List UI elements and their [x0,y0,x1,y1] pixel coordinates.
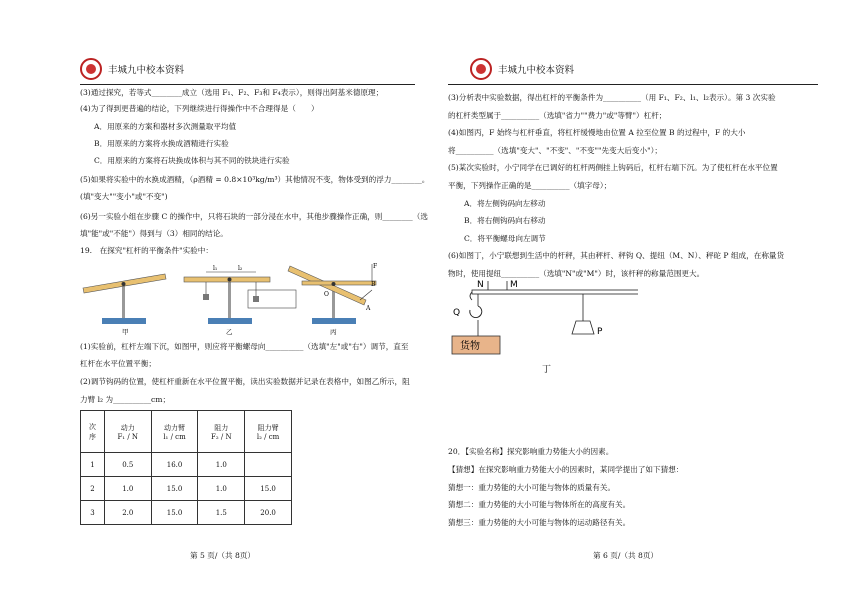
q2-text-cont: 力臂 l₂ 为__________cm； [80,395,171,404]
header-cell: 阻力 F₂ / N [198,411,245,453]
q5-text: (5)某次实验时，小宁同学在已调好的杠杆两侧挂上钩码后，杠杆右端下沉。为了使杠杆在水平位置 [448,163,778,172]
q4-option-b: B．用原来的方案将水换成酒精进行实验 [94,139,229,148]
header-cell: 动力臂 l₁ / cm [151,411,198,453]
q4-text: (4)为了得到更普遍的结论，下列继续进行得操作中不合理得是（ ） [80,104,319,113]
data-table [80,410,292,525]
figure-yi [184,265,296,324]
page-6 [430,0,860,608]
label-O: O [324,291,329,298]
table-row: 3 2.0 15.0 1.5 20.0 [81,501,292,525]
q4-option-c: C．用原来的方案将石块换成体积与其不同的铁块进行实验 [94,156,290,165]
q6-text: (6)如图丁，小宁联想到生活中的杆秤，其由秤杆、秤钩 Q、提纽（M、N）、秤砣 P 组成，在称量货 [448,251,785,260]
q1-text-cont: 杠杆在水平位置平衡； [80,359,156,368]
school-logo [470,58,492,80]
school-name: 丰城九中校本资料 [108,65,185,76]
q20-title: 20．【实验名称】探究影响重力势能大小的因素。 [448,447,614,456]
lever-figures [80,260,380,336]
table-header-row [81,411,292,453]
header-rule [448,84,818,85]
q6-text: (6)另一实验小组在步骤 C 的操作中，只将石块的一部分浸在水中，其他步骤操作正确，则________（选 [80,212,428,221]
label-l2: l₂ [238,265,243,272]
guess-1: 猜想一：重力势能的大小可能与物体的质量有关。 [448,483,616,492]
figure-jia [83,274,166,324]
q4-text-cont: 将__________（选填"变大"、"不变"、"不变""先变大后变小"）； [448,146,662,155]
label-Q: Q [453,308,461,318]
label-N: N [477,280,484,290]
q3-text-cont: 的杠杆类型属于__________（选填"省力""费力"或"等臂"）杠杆； [448,111,667,120]
q5-option-c: C．将平衡螺母向左调节 [464,234,546,243]
caption-yi: 乙 [226,328,233,336]
caption-jia: 甲 [122,328,129,336]
figure-bing [288,263,377,324]
q5-option-b: B．将右侧钩码向右移动 [464,216,546,225]
table-row: 1 0.5 16.0 1.0 [81,453,292,477]
guess-intro: 【猜想】在探究影响重力势能大小的因素时，某同学提出了如下猜想： [448,465,684,474]
caption-ding: 丁 [542,365,552,375]
q4-option-a: A．用原来的方案和器材多次测量取平均值 [94,122,237,131]
page-header [80,58,184,80]
q6-text-cont: 物时，使用提纽__________（选填"N"或"M"）时，该杆秤的称量范围更大。 [448,269,705,278]
q2-text: (2)调节钩码的位置，使杠杆重新在水平位置平衡，读出实验数据并记录在表格中，如图乙所示，阻 [80,377,410,386]
school-logo [80,58,102,80]
header-cell: 阻力臂 l₂ / cm [245,411,292,453]
label-B: B [371,281,376,288]
label-l1: l₁ [213,265,218,272]
q5-hint: (填"变大""变小"或"不变") [80,192,168,201]
guess-2: 猜想二：重力势能的大小可能与物体所在的高度有关。 [448,500,631,509]
page-footer: 第 6 页/（共 8页） [593,551,659,560]
q19-title: 19. 在探究"杠杆的平衡条件"实验中： [80,246,213,255]
label-A: A [366,305,371,312]
header-cell: 次 序 [81,411,105,453]
q3-text: (3)分析表中实验数据，得出杠杆的平衡条件为__________（用 F₁、F₂、l₁、l₂表示）。第 3 次实验 [448,93,776,102]
header-cell: 动力 F₁ / N [104,411,151,453]
q5-text-cont: 平衡，下列操作正确的是__________（填字母）； [448,181,612,190]
header-rule [80,84,415,85]
q6-hint: 填"能"或"不能"）得到与（3）相同的结论。 [80,229,228,238]
page-header [470,58,574,80]
q5-option-a: A．将左侧钩码向左移动 [464,199,546,208]
school-name: 丰城九中校本资料 [498,65,575,76]
q3-text: (3)通过探究，若等式________成立（选用 F₁、F₂、F₃和 F₄表示），则得出阿基米德原理； [80,88,384,97]
caption-bing: 丙 [330,328,337,336]
page-footer: 第 5 页/（共 8页） [190,551,256,560]
label-F: F [373,263,378,270]
table-row: 2 1.0 15.0 1.0 15.0 [81,477,292,501]
q4-text: (4)如图丙，F 始终与杠杆垂直，将杠杆缓慢地由位置 A 拉至位置 B 的过程中，F 的大小 [448,128,746,137]
q5-text: (5)如果将实验中的水换成酒精，（ρ酒精 = 0.8×10³kg/m³）其他情况不变，物体受到的浮力________。 [80,175,430,184]
label-goods: 货物 [460,341,480,352]
label-P: P [597,327,603,337]
guess-3: 猜想三：重力势能的大小可能与物体的运动路径有关。 [448,518,631,527]
label-M: M [510,280,518,290]
q1-text: (1)实验前，杠杆左端下沉，如图甲，则应将平衡螺母向__________（选填"左"或"右"）调节，直至 [80,342,409,351]
steelyard-figure [448,276,638,376]
